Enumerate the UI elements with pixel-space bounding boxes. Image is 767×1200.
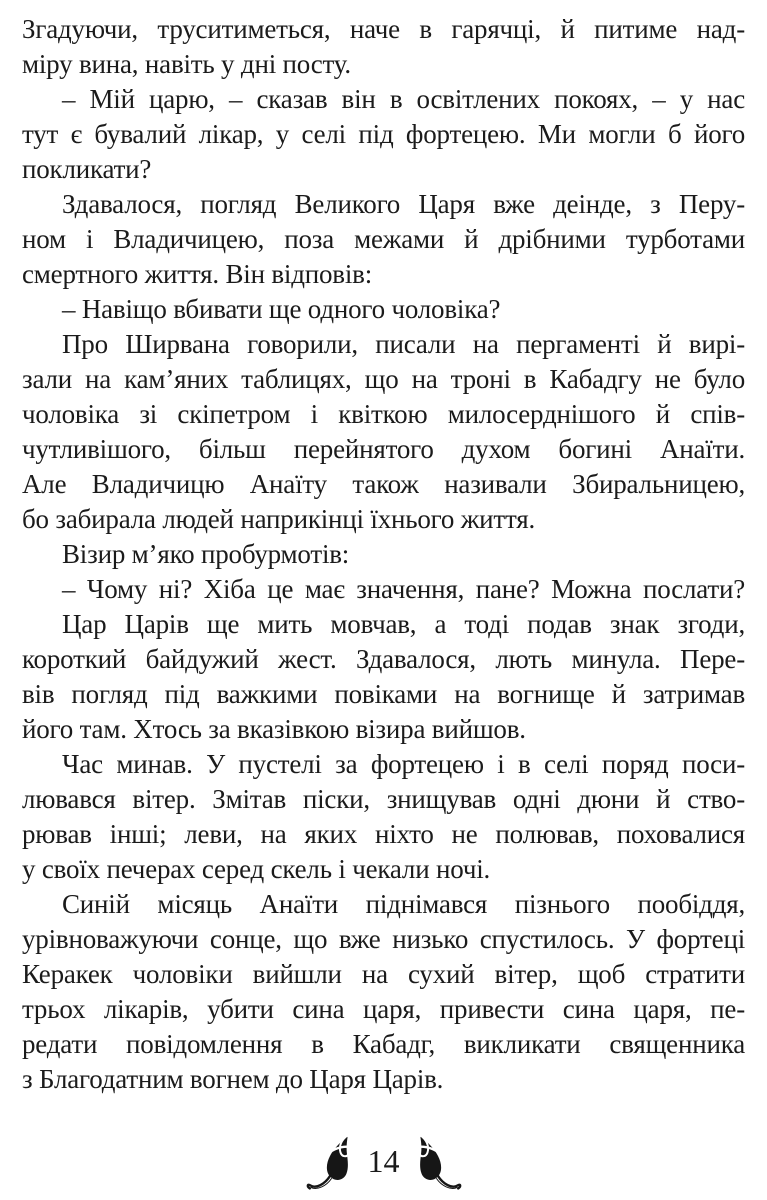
- text-line: – Чому ні? Хіба це має значення, пане? Можна послати?: [62, 574, 745, 604]
- text-line: Синій місяць Анаїти піднімався пізнього пообіддя,: [62, 889, 745, 919]
- text-line: тут є бувалий лікар, у селі під фортецею. Ми могли б його: [22, 119, 745, 149]
- text-line: Про Ширвана говорили, писали на пергаменті й вирі-: [62, 329, 745, 359]
- text-line: – Мій царю, – сказав він в освітлених покоях, – у нас: [62, 84, 745, 114]
- text-line: короткий байдужий жест. Здавалося, лють минула. Пере-: [22, 644, 745, 674]
- text-block: [22, 12, 745, 1097]
- text-line: Керакек чоловіки вийшли на сухий вітер, щоб стратити: [22, 959, 745, 989]
- text-line: Згадуючи, труситиметься, наче в гарячці, й питиме над-: [22, 14, 745, 44]
- text-line: смертного життя. Він відповів:: [22, 259, 373, 289]
- fleuron-right-icon: [410, 1132, 464, 1190]
- text-line: чутливішого, більш перейнятого духом богині Анаїти.: [22, 434, 745, 464]
- text-line: ном і Владичицею, поза межами й дрібними турботами: [22, 224, 745, 254]
- text-line: Час минав. У пустелі за фортецею і в селі поряд поси-: [62, 749, 745, 779]
- text-line: Цар Царів ще мить мовчав, а тоді подав знак згоди,: [62, 609, 745, 639]
- text-line: редати повідомлення в Кабадг, викликати священника: [22, 1029, 745, 1059]
- text-line: у своїх печерах серед скель і чекали ночі.: [22, 854, 491, 884]
- text-line: міру вина, навіть у дні посту.: [22, 49, 351, 79]
- text-line: вів погляд під важкими повіками на вогнище й затримав: [22, 679, 745, 709]
- text-line: – Навіщо вбивати ще одного чоловіка?: [62, 294, 501, 324]
- fleuron-left-icon: [304, 1132, 358, 1190]
- text-line: зали на кам’яних таблицях, що на троні в Кабадгу не було: [22, 364, 745, 394]
- text-line: бо забирала людей наприкінці їхнього життя.: [22, 504, 536, 534]
- text-line: трьох лікарів, убити сина царя, привести сина царя, пе-: [22, 994, 745, 1024]
- text-line: рював інші; леви, на яких ніхто не полював, поховалися: [22, 819, 745, 849]
- text-line: Здавалося, погляд Великого Царя вже деінде, з Перу-: [62, 189, 745, 219]
- text-line: Але Владичицю Анаїту також називали Збиральницею,: [22, 469, 745, 499]
- text-line: його там. Хтось за вказівкою візира вийшов.: [22, 714, 526, 744]
- text-line: Візир м’яко пробурмотів:: [62, 539, 350, 569]
- text-line: покликати?: [22, 154, 152, 184]
- page-footer: [0, 1132, 767, 1190]
- text-line: з Благодатним вогнем до Царя Царів.: [22, 1064, 444, 1094]
- text-line: лювався вітер. Змітав піски, знищував одні дюни й ство-: [22, 784, 745, 814]
- text-line: чоловіка зі скіпетром і квіткою милосерднішого й спів-: [22, 399, 745, 429]
- page-number: 14: [367, 1143, 400, 1179]
- text-line: урівноважуючи сонце, що вже низько спустилось. У фортеці: [22, 924, 745, 954]
